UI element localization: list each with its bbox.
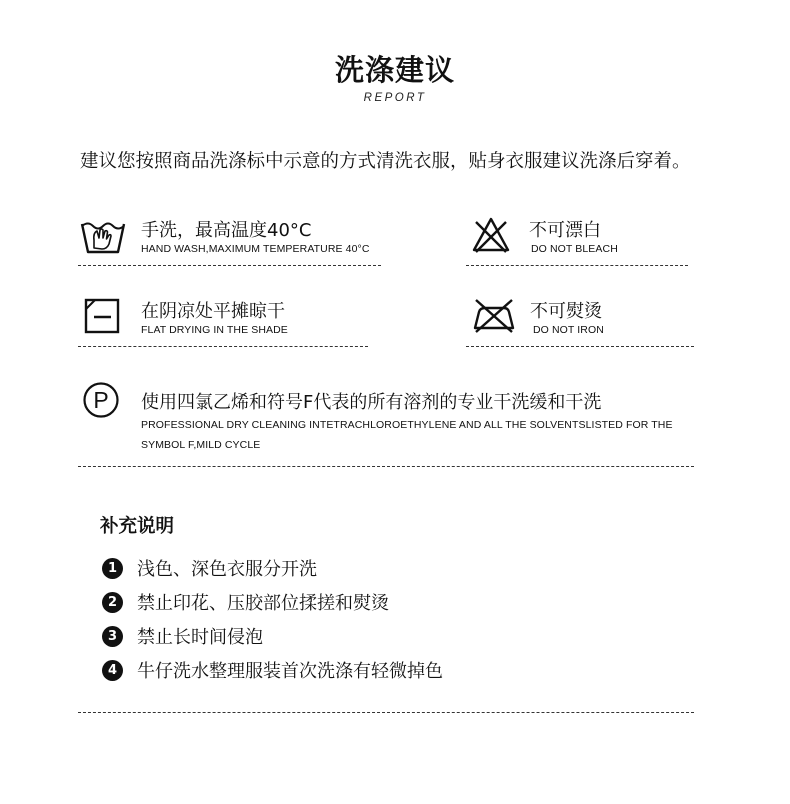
- divider: [78, 466, 694, 467]
- note-text: 禁止长时间侵泡: [137, 627, 263, 648]
- divider: [78, 346, 368, 347]
- divider: [466, 346, 694, 347]
- number-badge: 4: [102, 660, 123, 681]
- list-item: [102, 590, 389, 614]
- care-item-cn: 手洗，最高温度40°C: [141, 220, 312, 241]
- notes-title: 补充说明: [100, 516, 175, 537]
- flat-dry-shade-icon: [84, 298, 120, 334]
- list-item: [102, 556, 317, 580]
- number-badge: 1: [102, 558, 123, 579]
- divider: [78, 265, 381, 266]
- intro-text: 建议您按照商品洗涤标中示意的方式清洗衣服，贴身衣服建议洗涤后穿着。: [80, 151, 691, 172]
- hand-wash-icon: [80, 218, 126, 258]
- note-text: 禁止印花、压胶部位揉搓和熨烫: [137, 593, 389, 614]
- care-item-en: HAND WASH,MAXIMUM TEMPERATURE 40°C: [141, 243, 370, 255]
- list-item: [102, 624, 263, 648]
- divider: [78, 712, 694, 713]
- note-text: 浅色、深色衣服分开洗: [137, 559, 317, 580]
- note-text: 牛仔洗水整理服装首次洗涤有轻微掉色: [137, 661, 443, 682]
- divider: [466, 265, 688, 266]
- care-item-cn: 在阴凉处平摊晾干: [141, 301, 285, 322]
- care-item-en: FLAT DRYING IN THE SHADE: [141, 324, 288, 336]
- no-iron-icon: [472, 298, 516, 334]
- care-item-cn: 不可漂白: [529, 220, 601, 241]
- care-item-cn: 不可熨烫: [530, 301, 602, 322]
- care-item-en: SYMBOL F,MILD CYCLE: [141, 439, 261, 451]
- no-bleach-icon: [472, 216, 510, 254]
- list-item: [102, 658, 443, 682]
- number-badge: 3: [102, 626, 123, 647]
- care-item-en: DO NOT IRON: [533, 324, 604, 336]
- care-item-en: DO NOT BLEACH: [531, 243, 618, 255]
- page-subtitle: REPORT: [363, 92, 427, 104]
- dry-clean-p-icon: [82, 381, 120, 419]
- number-badge: 2: [102, 592, 123, 613]
- care-item-cn: 使用四氯乙烯和符号F代表的所有溶剂的专业干洗缓和干洗: [141, 392, 602, 413]
- page-title: 洗涤建议: [334, 53, 455, 87]
- dry-clean-symbol-letter: P: [93, 387, 109, 413]
- care-item-en: PROFESSIONAL DRY CLEANING INTETRACHLOROETHYLENE AND ALL THE SOLVENTSLISTED FOR THE: [141, 419, 673, 431]
